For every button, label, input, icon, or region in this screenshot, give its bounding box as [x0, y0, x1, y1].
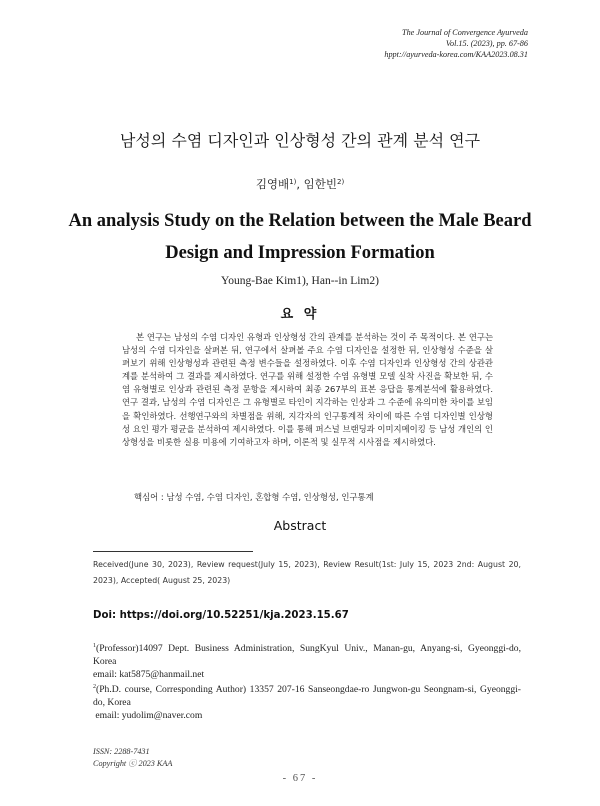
journal-volume: Vol.15. (2023), pp. 67-86: [445, 39, 528, 48]
issn-block: [93, 746, 172, 769]
author-1-name: 김영배: [255, 177, 290, 191]
journal-url: hppt://ayurveda-korea.com/KAA2023.08.31: [384, 50, 528, 59]
english-title-line-2: Design and Impression Formation: [165, 243, 435, 263]
copyright: Copyright ⓒ 2023 KAA: [93, 758, 173, 768]
korean-title: 남성의 수염 디자인과 인상형성 간의 관계 분석 연구: [119, 131, 481, 150]
affiliation-1-mark: 1: [93, 643, 96, 649]
journal-header: [384, 27, 528, 60]
korean-authors: [0, 176, 600, 192]
affiliation-2-mark: 2: [93, 684, 96, 690]
affiliation-2-email[interactable]: email: yudolim@naver.com: [93, 710, 203, 721]
english-title: [60, 205, 540, 269]
author-separator: ,: [296, 177, 304, 191]
english-abstract-heading: Abstract: [273, 518, 327, 533]
korean-abstract-heading: 요 약: [280, 307, 320, 322]
footnote-divider: [93, 551, 253, 552]
korean-abstract-body: 본 연구는 남성의 수염 디자인 유형과 인상형성 간의 관계를 분석하는 것이 주 목적이다. 본 연구는 남성의 수염 디자인을 살펴본 뒤, 연구에서 살펴볼 주요 수염 디자인을 설정한 뒤, 인상형성 수준을 살펴보기 위해 인상형성과 관련된 측정 변수들을 설정하였다. 이후 수염 디자인과 인상형성 간의 상관관계를 분석하여 그 결과를 제시하였다. 연구를 위해 설정한 수염 유형별 모델 실착 사진을 확보한 뒤, 수염 유형별로 인상과 관련된 측정 문항을 제시하여 최종 267부의 표본 응답을 통계분석에 활용하였다. 연구 결과, 남성의 수염 디자인은 그 유형별로 타인이 지각하는 인상과 그 수준에 유의미한 차이를 보임을 확인하였다. 선행연구와의 차별점을 위해, 지각자의 인구통계적 차이에 따른 수염 디자인별 인상형성 요인 평가 평균을 분석하여 제시하였다. 이를 통해 퍼스널 브랜딩과 이미지메이킹 등 남성 개인의 인상형성을 비롯한 실용 미용에 기여하고자 하며, 이론적 및 실무적 시사점을 제시하였다.: [122, 332, 493, 447]
journal-name: The Journal of Convergence Ayurveda: [402, 28, 528, 37]
affiliation-1: [93, 640, 521, 681]
english-authors: Young-Bae Kim1), Han--in Lim2): [221, 275, 379, 287]
affiliation-2: [93, 681, 521, 722]
page-number: - 67 -: [282, 773, 318, 784]
author-2-name: 임한빈: [303, 177, 337, 191]
issn: ISSN: 2288-7431: [93, 747, 150, 756]
english-title-line-1: An analysis Study on the Relation between the Male Beard: [68, 211, 532, 231]
author-2-mark: 2): [336, 178, 345, 186]
affiliation-2-text: (Ph.D. course, Corresponding Author) 13357 207-16 Sanseongdae-ro Jungwon-gu Seongnam-si, Gyeonggi-do, Korea: [93, 684, 521, 708]
affiliation-1-email[interactable]: email: kat5875@hanmail.net: [93, 669, 205, 680]
author-1-mark: 1): [289, 178, 297, 186]
received-dates: Received(June 30, 2023), Review request(July 15, 2023), Review Result(1st: July 15, 2023 2nd: August 20, 2023), Accepted( August 25, 2023): [93, 560, 521, 585]
doi-link[interactable]: Doi: https://doi.org/10.52251/kja.2023.15.67: [93, 610, 349, 621]
keywords: 핵심어 : 남성 수염, 수염 디자인, 혼합형 수염, 인상형성, 인구통계: [134, 492, 374, 502]
affiliation-1-text: (Professor)14097 Dept. Business Administration, SungKyul Univ., Manan-gu, Anyang-si, Gyeonggi-do, Korea: [93, 643, 521, 667]
